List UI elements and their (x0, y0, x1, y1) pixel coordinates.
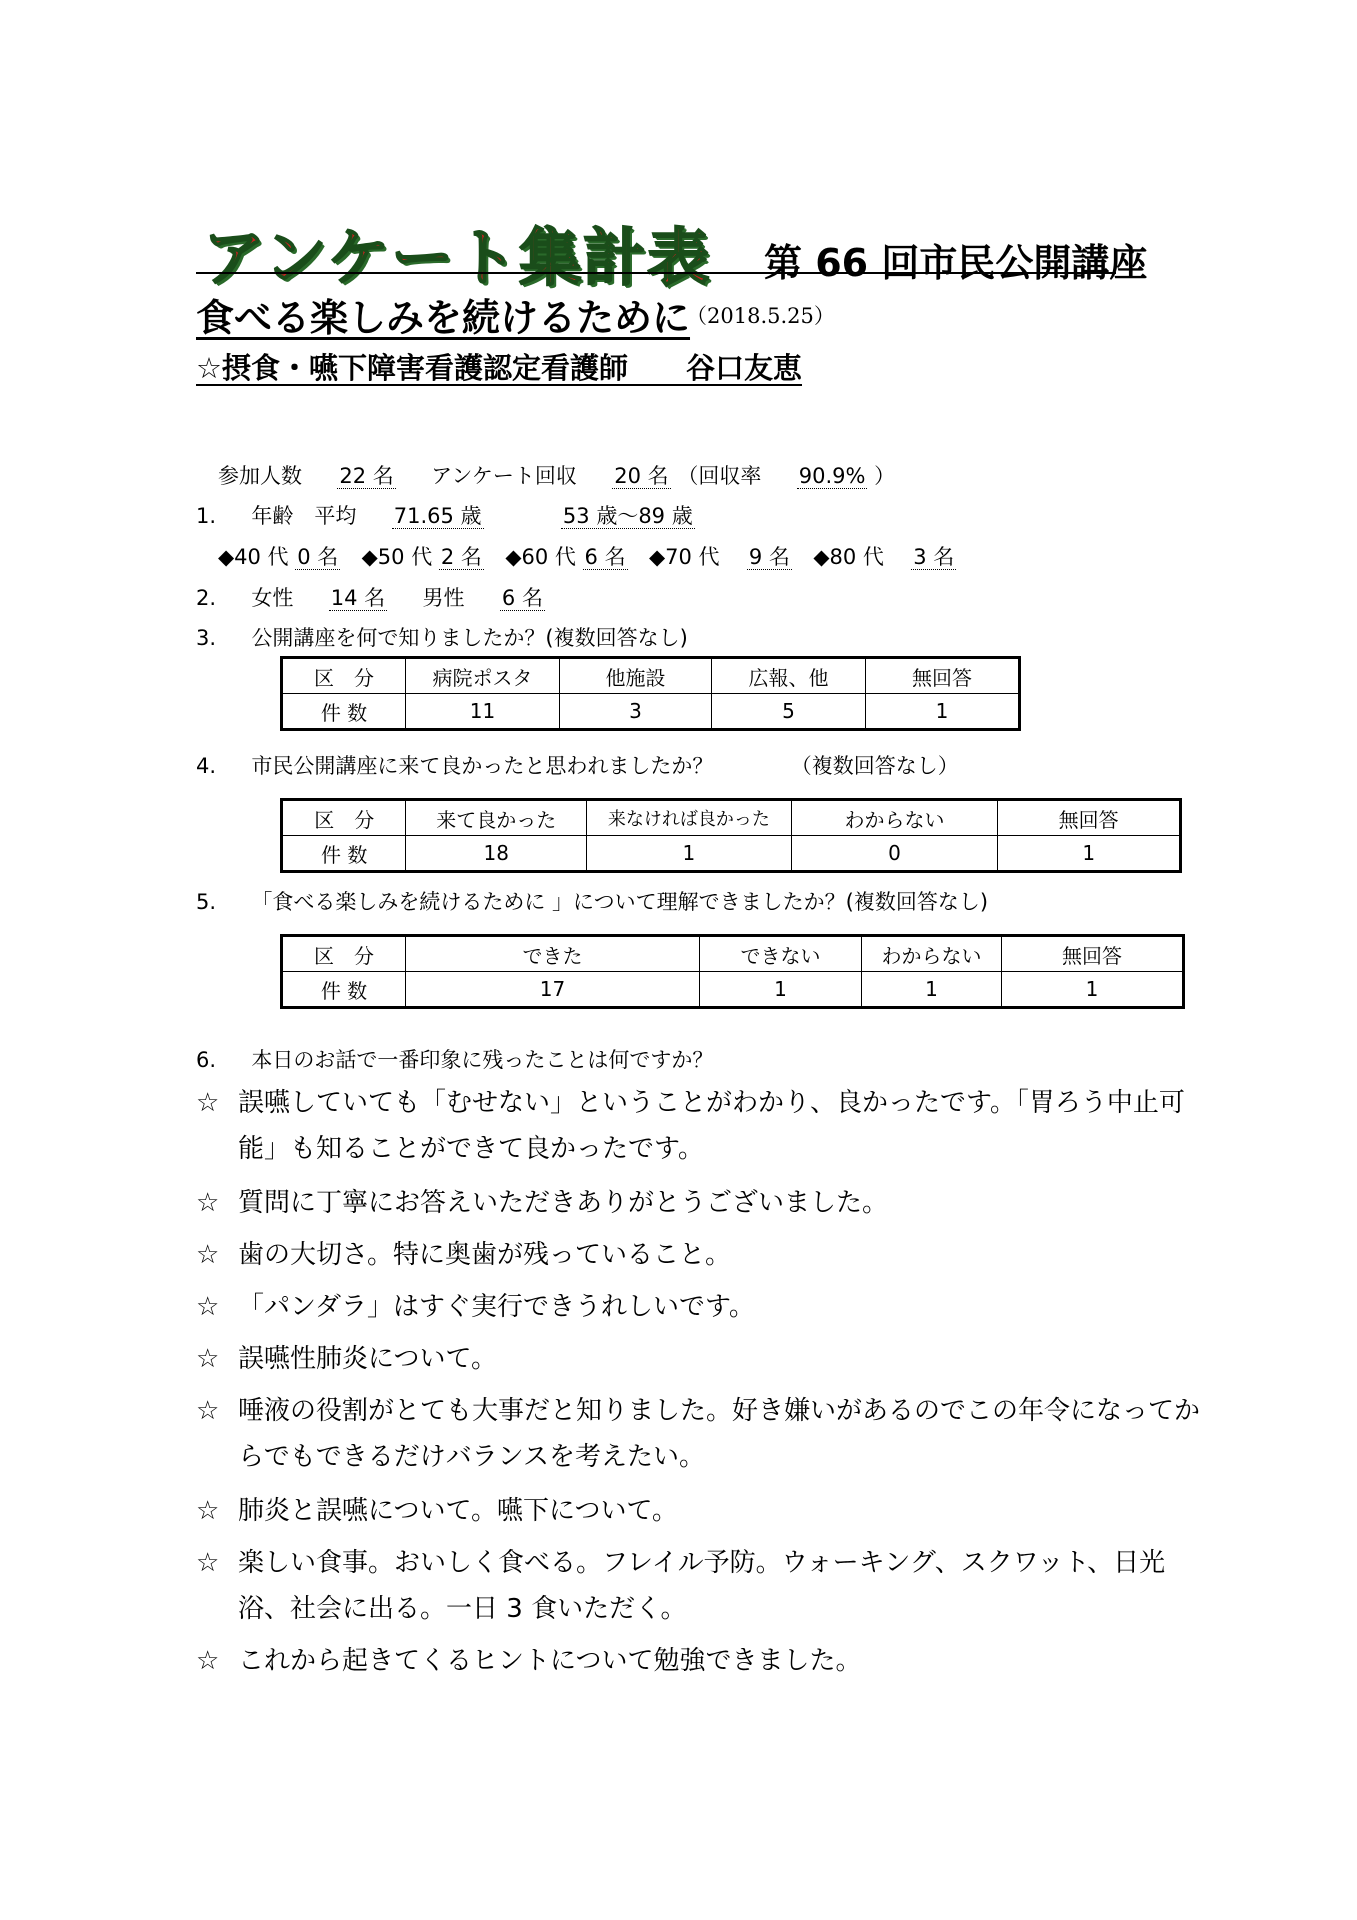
participants-label: 参加人数 (218, 464, 302, 488)
row-header-count: 件 数 (282, 972, 406, 1008)
column-header: わからない (862, 936, 1002, 972)
female-label: 女性 (251, 586, 294, 610)
comment-text: これから起きてくるヒントについて勉強できました。 (238, 1646, 862, 1676)
star-icon: ☆ (196, 1396, 220, 1426)
row-header-category: 区 分 (282, 658, 406, 694)
table-row (282, 972, 1184, 1008)
table-cell: 1 (700, 972, 862, 1008)
column-header: 来なければ良かった (587, 800, 792, 836)
q6-question-line (196, 1044, 713, 1074)
q1-average-age: 71.65 歳 (393, 504, 482, 528)
comment-item (196, 1080, 1206, 1172)
comment-text: 誤嚥していても「むせない」ということがわかり、良かったです。「胃ろう中止可能」も知ることができて良かったです。 (238, 1088, 1185, 1164)
q6-question: 本日のお話で一番印象に残ったことは何ですか？ (251, 1048, 714, 1072)
table-row (282, 694, 1020, 730)
rate-label: （回収率 (677, 464, 762, 488)
q4-note: （複数回答なし） (790, 754, 959, 778)
collection-rate: 90.9% (798, 464, 866, 488)
table-cell: 5 (712, 694, 866, 730)
table-row (282, 800, 1181, 836)
age-group-value: 2 名 (440, 545, 482, 569)
comment-text: 歯の大切さ。特に奥歯が残っていること。 (238, 1240, 731, 1270)
lecture-date: （2018.5.25） (686, 304, 835, 328)
comment-item (196, 1180, 1206, 1226)
comment-item (196, 1488, 1206, 1534)
lecturer-name: ☆摂食・嚥下障害看護認定看護師 谷口友恵 (196, 351, 802, 385)
table-cell: 1 (587, 836, 792, 872)
rate-close: ） (874, 464, 896, 488)
comment-item (196, 1336, 1206, 1382)
age-group-label: ◆80 代 (813, 545, 884, 569)
comment-item (196, 1388, 1206, 1480)
collected-label: アンケート回収 (431, 464, 577, 488)
comment-text: 楽しい食事。おいしく食べる。フレイル予防。ウォーキング、スクワット、日光浴、社会に出る。一日 3 食いただく。 (238, 1548, 1166, 1624)
age-group-label: ◆60 代 (505, 545, 576, 569)
table-cell: 1 (866, 694, 1020, 730)
q1-age-line (196, 500, 695, 530)
comment-item (196, 1284, 1206, 1330)
q1-age-groups (218, 541, 956, 571)
age-group-label: ◆50 代 (361, 545, 433, 569)
table-row (282, 936, 1184, 972)
row-header-category: 区 分 (282, 936, 406, 972)
q5-table (280, 934, 1185, 1009)
age-group-value: 6 名 (584, 545, 626, 569)
survey-title: アンケート集計表 (203, 221, 712, 294)
column-header: できた (406, 936, 700, 972)
comment-item (196, 1232, 1206, 1278)
attendance-line (218, 460, 895, 490)
age-group-label: ◆40 代 (218, 545, 289, 569)
comment-item (196, 1540, 1206, 1632)
q1-label: 年齢 平均 (251, 504, 357, 528)
collected-count: 20 名 (614, 464, 669, 488)
q1-number: 1. (196, 504, 217, 528)
table-cell: 1 (998, 836, 1181, 872)
q6-number: 6. (196, 1048, 217, 1072)
star-icon: ☆ (196, 1344, 220, 1374)
age-group-value: 3 名 (913, 545, 955, 569)
column-header: 病院ポスタ (406, 658, 560, 694)
series-title: 第 66 回市民公開講座 (764, 241, 1148, 285)
star-icon: ☆ (196, 1088, 220, 1118)
column-header: 来て良かった (406, 800, 587, 836)
comment-text: 「パンダラ」はすぐ実行できうれしいです。 (238, 1292, 755, 1322)
table-cell: 0 (791, 836, 998, 872)
table-row (282, 658, 1020, 694)
column-header: 無回答 (1002, 936, 1184, 972)
table-cell: 11 (406, 694, 560, 730)
q2-number: 2. (196, 586, 217, 610)
table-row (282, 836, 1181, 872)
row-header-count: 件 数 (282, 836, 406, 872)
q3-question: 公開講座を何で知りましたか？(複数回答なし) (251, 626, 688, 650)
star-icon: ☆ (196, 1548, 220, 1578)
row-header-category: 区 分 (282, 800, 406, 836)
q2-gender-line (196, 582, 545, 612)
table-cell: 17 (406, 972, 700, 1008)
q5-number: 5. (196, 890, 217, 914)
column-header: できない (700, 936, 862, 972)
male-label: 男性 (422, 586, 465, 610)
q4-question: 市民公開講座に来て良かったと思われましたか？ (251, 754, 714, 778)
q1-age-range: 53 歳～89 歳 (562, 504, 693, 528)
participants-count: 22 名 (339, 464, 394, 488)
column-header: 広報、他 (712, 658, 866, 694)
star-icon: ☆ (196, 1240, 220, 1270)
age-group-value: 0 名 (297, 545, 339, 569)
table-cell: 1 (862, 972, 1002, 1008)
star-icon: ☆ (196, 1646, 220, 1676)
female-count: 14 名 (330, 586, 386, 610)
q4-number: 4. (196, 754, 217, 778)
q3-number: 3. (196, 626, 217, 650)
q3-question-line (196, 622, 688, 652)
column-header: 無回答 (998, 800, 1181, 836)
column-header: 無回答 (866, 658, 1020, 694)
male-count: 6 名 (501, 586, 543, 610)
lecture-title: 食べる楽しみを続けるために (196, 296, 691, 340)
age-group-value: 9 名 (748, 545, 790, 569)
table-cell: 1 (1002, 972, 1184, 1008)
q3-table (280, 656, 1021, 731)
q5-question: 「食べる楽しみを続けるために 」について理解できましたか？(複数回答なし) (251, 890, 989, 914)
comment-text: 質問に丁寧にお答えいただきありがとうございました。 (238, 1188, 889, 1218)
table-cell: 3 (560, 694, 712, 730)
q4-table (280, 798, 1182, 873)
column-header: わからない (791, 800, 998, 836)
comment-text: 誤嚥性肺炎について。 (238, 1344, 497, 1374)
age-group-label: ◆70 代 (648, 545, 720, 569)
star-icon: ☆ (196, 1188, 220, 1218)
star-icon: ☆ (196, 1292, 220, 1322)
q5-question-line (196, 886, 988, 916)
star-icon: ☆ (196, 1496, 220, 1526)
row-header-count: 件 数 (282, 694, 406, 730)
title-underline (196, 272, 1116, 274)
table-cell: 18 (406, 836, 587, 872)
comment-text: 唾液の役割がとても大事だと知りました。好き嫌いがあるのでこの年令になってからでもできるだけバランスを考えたい。 (238, 1396, 1201, 1472)
comment-item (196, 1638, 1206, 1684)
q4-question-line (196, 750, 959, 780)
column-header: 他施設 (560, 658, 712, 694)
comment-text: 肺炎と誤嚥について。嚥下について。 (238, 1496, 678, 1526)
